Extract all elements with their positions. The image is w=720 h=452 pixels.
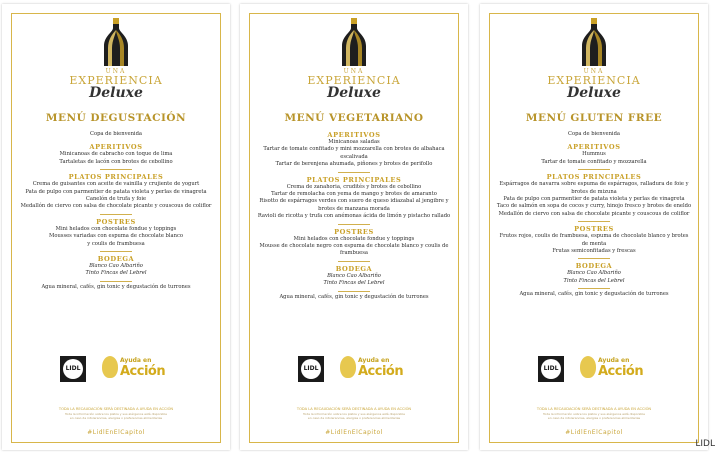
menu-item: Taco de salmón en sopa de cocos y curry, hinojo fresco y brotes de eneldo xyxy=(496,203,692,210)
section-divider xyxy=(578,258,610,259)
footer-allergen-2: en caso de intolerancias, alergias o preferencias alimentarias xyxy=(307,416,401,420)
section-heading: APERITIVOS xyxy=(327,131,381,139)
menu-item: Blanco Cao Albariño xyxy=(89,263,143,270)
menu-title: MENÚ GLUTEN FREE xyxy=(525,112,663,124)
menu-item: Mini helados con chocolate fondue y toppings xyxy=(293,235,415,242)
section-heading: PLATOS PRINCIPALES xyxy=(306,175,402,184)
section-divider xyxy=(338,261,370,262)
footer-donation: TODA LA RECAUDACIÓN SERÁ DESTINADA A AYUDA EN ACCIÓN xyxy=(58,407,174,411)
ayuda-en-accion-logo xyxy=(102,354,172,384)
champagne-bottle-icon xyxy=(578,16,610,68)
menu-title: MENÚ VEGETARIANO xyxy=(284,112,424,124)
menu-item: Medallón de ciervo con salsa de chocolate picante y couscous de coliflor xyxy=(498,210,690,217)
footer-hashtag: #LidlEnElCapitol xyxy=(565,429,623,436)
section-divider xyxy=(100,281,132,282)
footer-allergen-1: Toda la información sobre los platos y sus alérgenos está disponible xyxy=(65,412,167,416)
menu-item: Blanco Cao Albariño xyxy=(327,272,381,279)
menu-item: Tinto Fincas del Lebrel xyxy=(85,270,147,277)
brand-logo xyxy=(2,16,230,102)
ayuda-en-accion-logo xyxy=(580,354,650,384)
section-divider xyxy=(100,251,132,252)
menu-item: Minicanoas de cabracho con toque de lima xyxy=(59,151,173,158)
menu-item: Tartar de tomate confitado y mozzarella xyxy=(541,158,647,165)
menu-item: Tartar de berenjena ahumada, piñones y brotes de perifollo xyxy=(275,161,433,168)
footer-donation: TODA LA RECAUDACIÓN SERÁ DESTINADA A AYUDA EN ACCIÓN xyxy=(296,407,412,411)
brand-deluxe: Deluxe xyxy=(327,85,381,101)
photo-credit: LIDL xyxy=(695,439,715,449)
ayuda-text: Ayuda en xyxy=(120,357,152,364)
menu-item: Mousse de chocolate negro con espuma de chocolate blanco y coulis de frambuesa xyxy=(259,243,449,257)
fruit-icon xyxy=(580,356,596,378)
section-divider xyxy=(100,169,132,170)
menu-item: Pata de pulpo con parmentier de patata violeta y perlas de vinagreta xyxy=(503,196,685,203)
section-divider xyxy=(578,169,610,170)
menu-item: Crema de zanahoria, crudités y brotes de cebollino xyxy=(286,183,422,190)
lidl-logo xyxy=(538,356,564,382)
fruit-icon xyxy=(340,356,356,378)
menu-item: Pata de pulpo con parmentier de patata violeta y perlas de vinagreta xyxy=(25,188,207,195)
accion-text: Acción xyxy=(358,364,404,379)
section-heading: POSTRES xyxy=(334,227,374,236)
menu-item: Crema de guisantes con aceite de vainilla y crujiente de yogurt xyxy=(32,181,200,188)
menu-footer xyxy=(254,407,454,436)
ayuda-text: Ayuda en xyxy=(598,357,630,364)
brand-experiencia: EXPERIENCIA xyxy=(307,74,401,87)
footer-hashtag: #LidlEnElCapitol xyxy=(87,429,145,436)
menu-card xyxy=(480,4,708,450)
menu-item: Tinto Fincas del Lebrel xyxy=(563,277,625,284)
menu-item: Frutas semiconfitadas y frescas xyxy=(552,248,636,255)
menu-item: Blanco Cao Albariño xyxy=(567,270,621,277)
menu-item: Minicanoas saladas xyxy=(328,139,380,145)
final-line: Agua mineral, cafés, gin tonic y degustación de turrones xyxy=(279,293,429,300)
brand-logo xyxy=(480,16,708,102)
champagne-bottle-icon xyxy=(100,16,132,68)
lidl-logo-text: LIDL xyxy=(543,365,559,372)
menu-item: Hummus xyxy=(582,151,606,158)
menu-content xyxy=(18,112,214,291)
section-divider xyxy=(338,291,370,292)
brand-una: UNA xyxy=(583,68,605,75)
brand-una: UNA xyxy=(343,68,365,75)
sponsor-logos xyxy=(240,352,468,386)
lidl-logo-text: LIDL xyxy=(65,365,81,372)
final-line: Agua mineral, cafés, gin tonic y degustación de turrones xyxy=(41,283,191,290)
lidl-logo xyxy=(298,356,324,382)
section-heading: PLATOS PRINCIPALES xyxy=(68,173,164,182)
menu-footer xyxy=(16,407,216,436)
menu-item: Ravioli de ricotta y trufa con anémonas ácida de limón y pistacho rallado xyxy=(257,213,451,220)
brand-deluxe: Deluxe xyxy=(567,85,621,101)
welcome-drink: Copa de bienvenida xyxy=(568,131,620,137)
section-divider xyxy=(578,221,610,222)
accion-text: Acción xyxy=(598,364,644,379)
welcome-drink: Copa de bienvenida xyxy=(90,131,142,137)
section-heading: APERITIVOS xyxy=(567,143,621,152)
menu-item: Tartar de remolacha con yema de mango y brotes de amaranto xyxy=(271,191,437,198)
menu-item: Risotto de espárragos verdes con suero de queso idiazabal al jengibre y brotes de manzana morada xyxy=(259,198,449,212)
section-divider xyxy=(578,288,610,289)
brand-logo xyxy=(240,16,468,102)
menu-item: Canelón de trufa y foie xyxy=(85,196,147,203)
section-heading: POSTRES xyxy=(574,225,614,234)
menu-footer xyxy=(494,407,694,436)
section-heading: APERITIVOS xyxy=(89,143,143,152)
accion-text: Acción xyxy=(120,364,166,379)
footer-allergen-2: en caso de intolerancias, alergias o preferencias alimentarias xyxy=(69,416,163,420)
menu-item: Tartaletas de lacón con brotes de cebollino xyxy=(59,158,173,165)
menu-item: Mousses variadas con espuma de chocolate blanco xyxy=(49,233,183,240)
fruit-icon xyxy=(102,356,118,378)
footer-allergen-1: Toda la información sobre los platos y sus alérgenos está disponible xyxy=(543,412,645,416)
menu-card xyxy=(2,4,230,450)
section-heading: BODEGA xyxy=(335,264,373,273)
menu-item: Mini helados con chocolate fondue y toppings xyxy=(55,225,177,232)
section-heading: POSTRES xyxy=(96,217,136,226)
menu-item: Frutos rojos, coulis de frambuesa, espuma de chocolate blanco y brotes de menta xyxy=(499,233,689,247)
menu-item: Medallón de ciervo con salsa de chocolate picante y couscous de coliflor xyxy=(20,203,212,210)
section-divider xyxy=(100,214,132,215)
ayuda-en-accion-logo xyxy=(340,354,410,384)
section-heading: BODEGA xyxy=(97,255,135,264)
menu-item: Tinto Fincas del Lebrel xyxy=(323,280,385,287)
ayuda-text: Ayuda en xyxy=(358,357,390,364)
footer-allergen-1: Toda la información sobre los platos y sus alérgenos está disponible xyxy=(303,412,405,416)
lidl-logo xyxy=(60,356,86,382)
section-divider xyxy=(338,172,370,173)
sponsor-logos xyxy=(2,352,230,386)
brand-experiencia: EXPERIENCIA xyxy=(547,74,641,87)
brand-deluxe: Deluxe xyxy=(89,85,143,101)
lidl-logo-text: LIDL xyxy=(303,365,319,372)
section-heading: BODEGA xyxy=(575,262,613,271)
menu-content xyxy=(256,112,452,301)
menu-item: Tartar de tomate confitado y mini mozzarella con brotes de albahaca escalivada xyxy=(263,146,445,160)
footer-hashtag: #LidlEnElCapitol xyxy=(325,429,383,436)
sponsor-logos xyxy=(480,352,708,386)
menu-content xyxy=(496,112,692,299)
champagne-bottle-icon xyxy=(338,16,370,68)
footer-allergen-2: en caso de intolerancias, alergias o preferencias alimentarias xyxy=(547,416,641,420)
menu-title: MENÚ DEGUSTACIÓN xyxy=(45,112,187,124)
section-heading: PLATOS PRINCIPALES xyxy=(546,173,642,182)
section-divider xyxy=(338,224,370,225)
brand-experiencia: EXPERIENCIA xyxy=(69,74,163,87)
footer-donation: TODA LA RECAUDACIÓN SERÁ DESTINADA A AYUDA EN ACCIÓN xyxy=(536,407,652,411)
brand-una: UNA xyxy=(105,68,127,75)
menu-card xyxy=(240,4,468,450)
final-line: Agua mineral, cafés, gin tonic y degustación de turrones xyxy=(519,291,669,298)
menu-item: y coulis de frambuesa xyxy=(87,240,145,247)
menu-item: Espárragos de navarra sobre espuma de espárragos, ralladura de foie y brotes de mizuna xyxy=(499,181,689,195)
